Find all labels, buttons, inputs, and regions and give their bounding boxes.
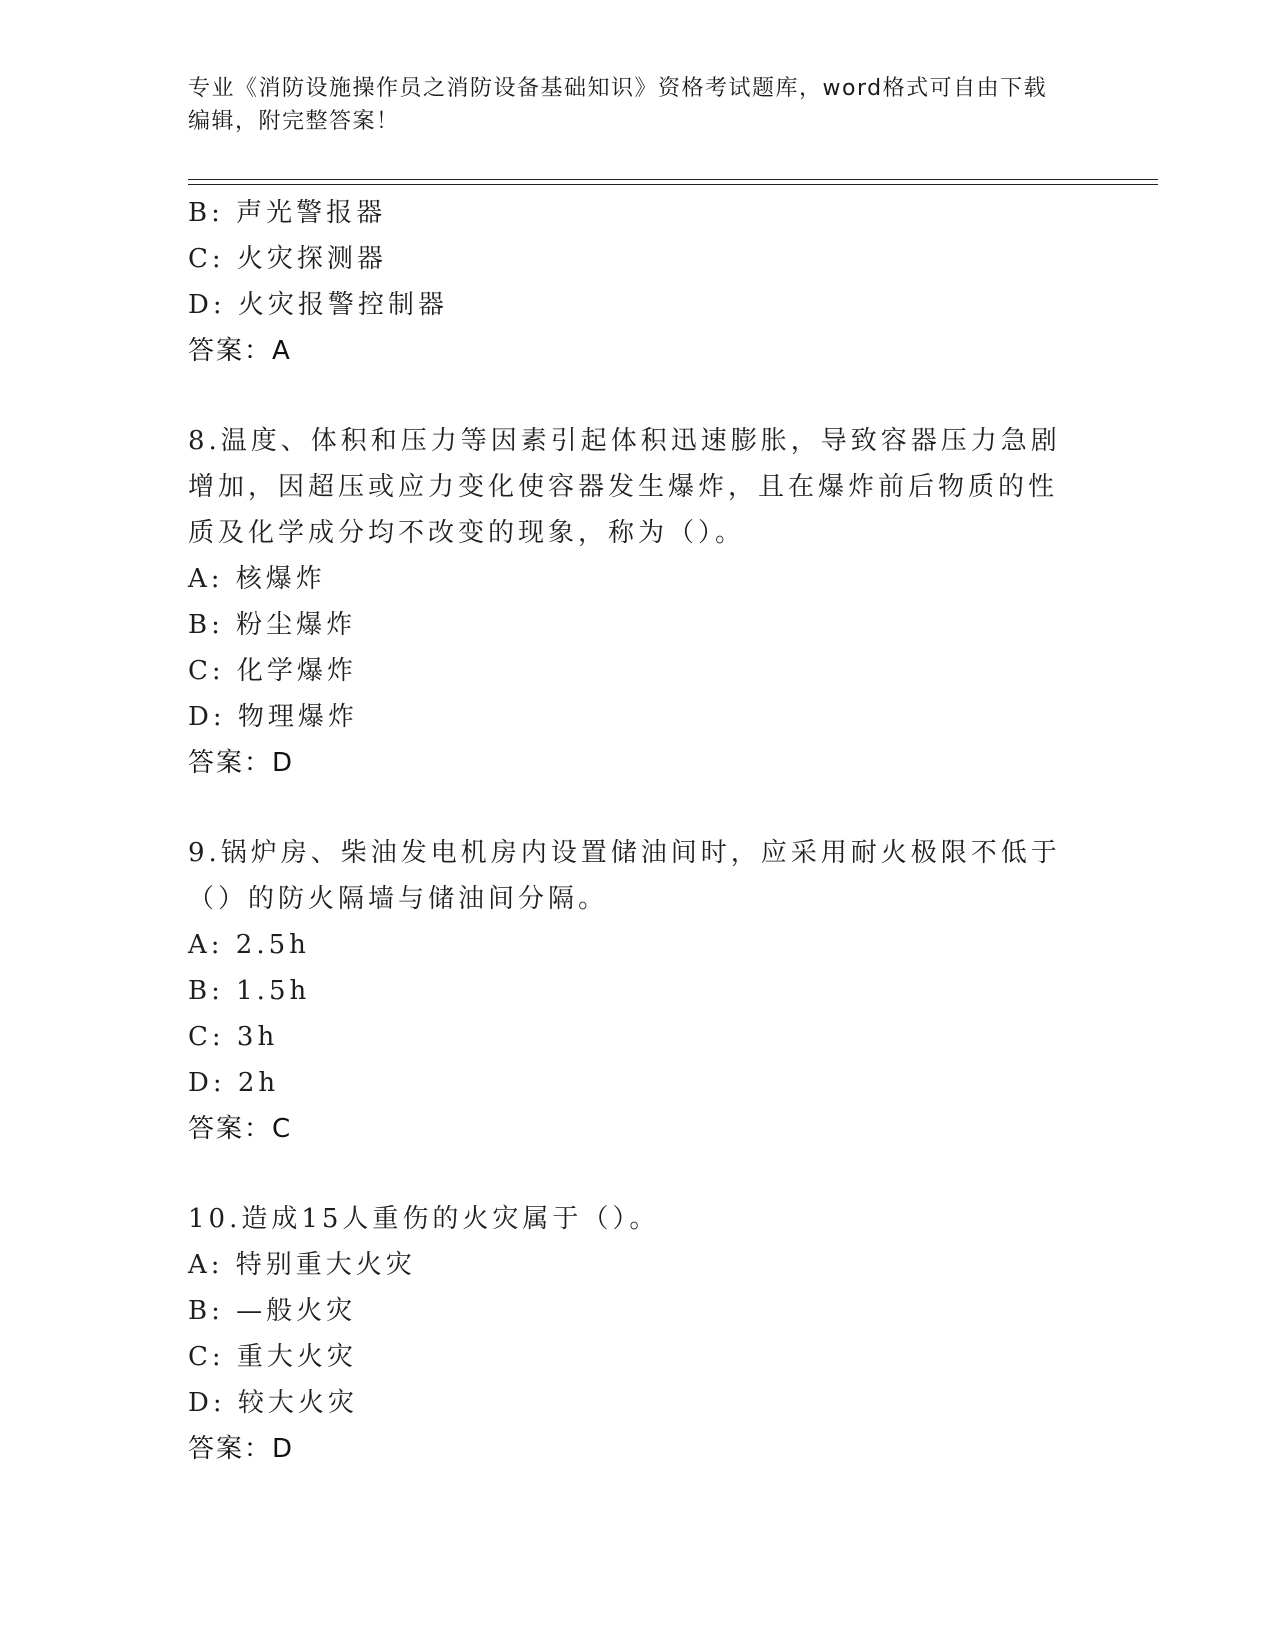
header-divider-bottom: [188, 184, 1158, 185]
option-c: C: 化学爆炸: [188, 656, 357, 686]
option-b: B: 声光警报器: [188, 198, 387, 228]
question-stem: 10.造成15人重伤的火灾属于（）。: [188, 1204, 660, 1234]
option-b: B: 1.5h: [188, 976, 311, 1006]
question-8: [188, 418, 1068, 786]
answer-line: 答案：A: [188, 336, 292, 366]
option-d: D: 较大火灾: [188, 1388, 358, 1418]
option-c: C: 3h: [188, 1022, 279, 1052]
option-a: A: 2.5h: [188, 930, 310, 960]
option-c: C: 火灾探测器: [188, 244, 387, 274]
question-9: [188, 830, 1068, 1152]
answer-line: 答案：D: [188, 1434, 295, 1464]
question-stem: 8.温度、体积和压力等因素引起体积迅速膨胀，导致容器压力急剧增加，因超压或应力变化使容器发生爆炸，且在爆炸前后物质的性质及化学成分均不改变的现象，称为（）。: [188, 426, 1061, 548]
option-d: D: 物理爆炸: [188, 702, 358, 732]
answer-line: 答案：D: [188, 748, 295, 778]
option-a: A: 核爆炸: [188, 564, 326, 594]
question-list: [188, 190, 1068, 1472]
option-a: A: 特别重大火灾: [188, 1250, 416, 1280]
question-fragment: [188, 190, 1068, 374]
answer-line: 答案：C: [188, 1114, 293, 1144]
option-d: D: 2h: [188, 1068, 280, 1098]
header-divider-top: [188, 179, 1158, 180]
option-c: C: 重大火灾: [188, 1342, 357, 1372]
document-header: 专业《消防设施操作员之消防设备基础知识》资格考试题库，word格式可自由下载编辑，附完整答案！: [188, 76, 1048, 134]
question-stem: 9.锅炉房、柴油发电机房内设置储油间时，应采用耐火极限不低于（）的防火隔墙与储油间分隔。: [188, 838, 1061, 914]
option-b: B: 粉尘爆炸: [188, 610, 357, 640]
option-b: B: —般火灾: [188, 1296, 357, 1326]
option-d: D: 火灾报警控制器: [188, 290, 448, 320]
question-10: [188, 1196, 1068, 1472]
